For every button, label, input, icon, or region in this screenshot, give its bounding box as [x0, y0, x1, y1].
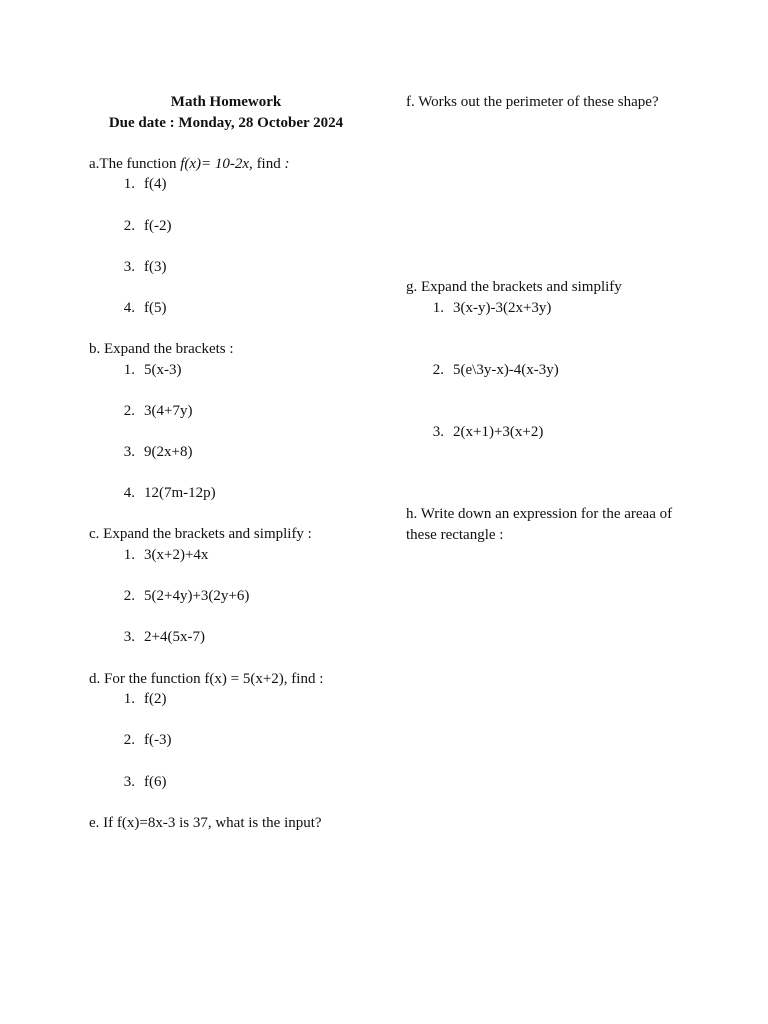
item-text: 5(2+4y)+3(2y+6) [144, 588, 250, 605]
list-item [406, 298, 696, 319]
right-column [406, 92, 696, 545]
question-d-title: d. For the function f(x) = 5(x+2), find : [89, 670, 324, 687]
item-number: 1. [123, 176, 135, 193]
question-a-title [89, 154, 389, 175]
list-item [406, 360, 696, 381]
question-d-list [89, 689, 389, 792]
item-number: 2. [432, 361, 444, 378]
list-item [89, 545, 389, 566]
item-text: 2+4(5x-7) [144, 629, 205, 646]
question-e-title: e. If f(x)=8x-3 is 37, what is the input? [89, 814, 322, 831]
item-number: 3. [123, 773, 135, 790]
item-number: 4. [123, 299, 135, 316]
question-g-title: g. Expand the brackets and simplify [406, 279, 622, 296]
due-date: Due date : Monday, 28 October 2024 [108, 114, 344, 131]
question-f-title: f. Works out the perimeter of these shape? [406, 94, 659, 110]
item-text: f(-2) [144, 217, 172, 234]
question-h-title: h. Write down an expression for the areaa of these rectangle : [406, 505, 673, 543]
question-c-list [89, 545, 389, 648]
list-item [89, 730, 389, 751]
list-item [89, 257, 389, 278]
list-item [406, 422, 696, 443]
item-text: f(3) [144, 258, 167, 275]
item-number: 1. [432, 299, 444, 316]
item-number: 1. [123, 547, 135, 564]
item-number: 3. [432, 423, 444, 440]
item-text: f(5) [144, 299, 167, 316]
question-a-prefix: a.The function [89, 155, 181, 172]
question-b-title: b. Expand the brackets : [89, 341, 234, 358]
list-item [89, 216, 389, 237]
question-a-list [89, 174, 389, 318]
item-number: 2. [123, 217, 135, 234]
item-text: 5(e\3y-x)-4(x-3y) [453, 361, 559, 378]
list-item [89, 483, 389, 504]
list-item [89, 586, 389, 607]
list-item [89, 174, 389, 195]
item-number: 3. [123, 444, 135, 461]
item-number: 4. [123, 485, 135, 502]
list-item [89, 772, 389, 793]
item-number: 3. [123, 258, 135, 275]
item-number: 3. [123, 629, 135, 646]
item-number: 1. [123, 691, 135, 708]
question-g-list [406, 298, 696, 442]
list-item [89, 442, 389, 463]
list-item [89, 298, 389, 319]
list-item [89, 689, 389, 710]
list-item [89, 401, 389, 422]
question-b-list [89, 360, 389, 504]
item-text: f(4) [144, 176, 167, 193]
item-text: 9(2x+8) [144, 444, 193, 461]
item-text: f(-3) [144, 732, 172, 749]
item-text: f(2) [144, 691, 167, 708]
question-a-colon: : [284, 155, 290, 172]
question-a-function: f(x)= 10-2x, [180, 155, 253, 172]
worksheet-header [89, 92, 363, 133]
item-number: 1. [123, 361, 135, 378]
item-number: 2. [123, 732, 135, 749]
item-text: 3(4+7y) [144, 402, 193, 419]
question-a-suffix: find [252, 155, 285, 172]
worksheet-title: Math Homework [170, 94, 282, 110]
item-text: 3(x-y)-3(2x+3y) [453, 299, 552, 316]
item-text: 5(x-3) [144, 361, 182, 378]
item-text: 12(7m-12p) [144, 485, 216, 502]
question-f-answer-space [406, 113, 696, 278]
item-text: f(6) [144, 773, 167, 790]
left-column [89, 92, 389, 833]
item-number: 2. [123, 402, 135, 419]
item-number: 2. [123, 588, 135, 605]
list-item [89, 627, 389, 648]
question-c-title: c. Expand the brackets and simplify : [89, 526, 312, 543]
question-g-answer-space [406, 442, 696, 504]
item-text: 2(x+1)+3(x+2) [453, 423, 544, 440]
item-text: 3(x+2)+4x [144, 547, 209, 564]
list-item [89, 360, 389, 381]
